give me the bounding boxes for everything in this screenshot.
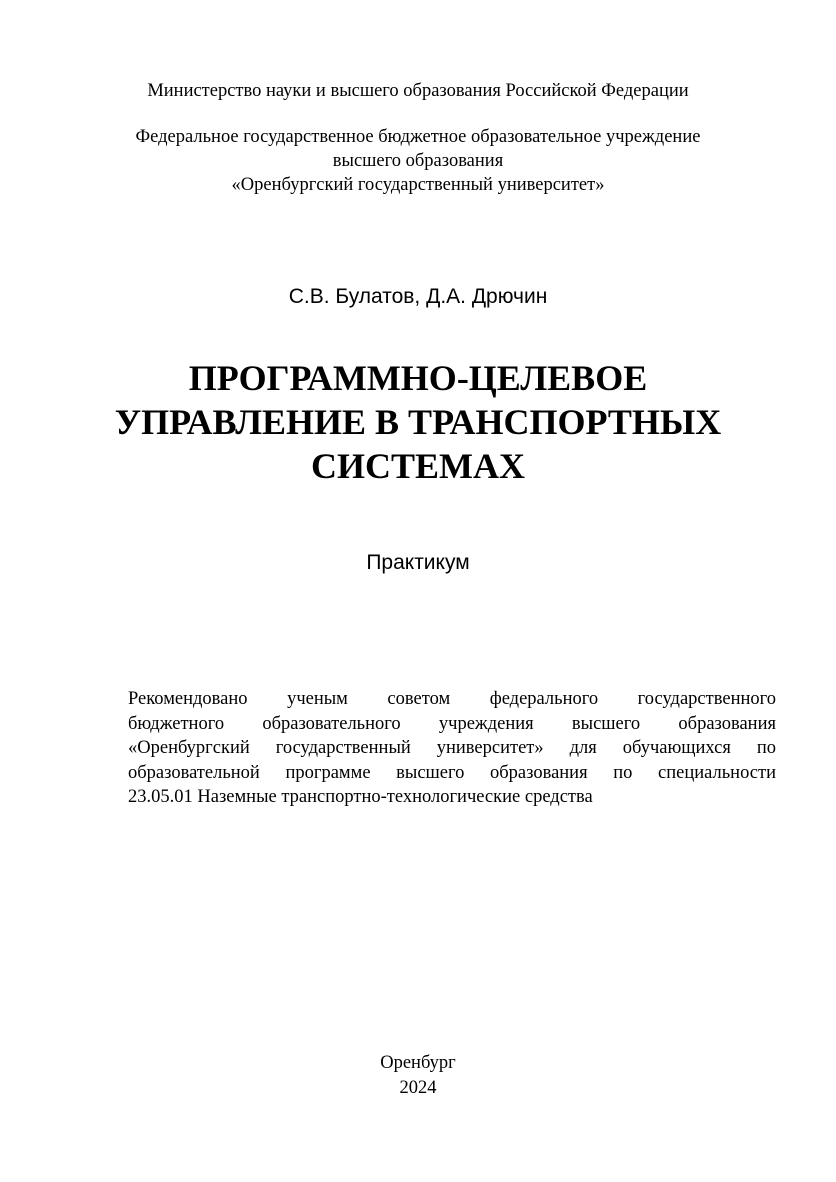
ministry-line: Министерство науки и высшего образования Российской Федерации (147, 81, 689, 101)
title-line-2: УПРАВЛЕНИЕ В ТРАНСПОРТНЫХ (114, 402, 722, 442)
recommendation-line-5: 23.05.01 Наземные транспортно-технологические средства (128, 787, 593, 807)
recommendation-line-3: «Оренбургский государственный университет» для обучающихся по (128, 738, 776, 758)
institution-block (0, 125, 836, 197)
publication-city: Оренбург (380, 1053, 456, 1073)
institution-line-2: высшего образования (332, 151, 504, 171)
recommendation-line-2: бюджетного образовательного учреждения высшего образования (128, 713, 776, 734)
recommendation-line-1: Рекомендовано ученым советом федерального государственного (128, 689, 776, 709)
institution-line-1: Федеральное государственное бюджетное образовательное учреждение (135, 127, 701, 147)
document-subtitle: Практикум (366, 551, 470, 574)
title-line-1: ПРОГРАММНО-ЦЕЛЕВОЕ (188, 358, 648, 398)
publication-year: 2024 (399, 1078, 437, 1098)
institution-line-3: «Оренбургский государственный университет» (231, 175, 605, 195)
recommendation-paragraph (128, 687, 776, 810)
recommendation-line-4: образовательной программе высшего образования по специальности (128, 762, 776, 783)
title-line-3: СИСТЕМАХ (311, 446, 525, 486)
authors: С.В. Булатов, Д.А. Дрючин (288, 285, 548, 308)
document-title (0, 356, 836, 488)
